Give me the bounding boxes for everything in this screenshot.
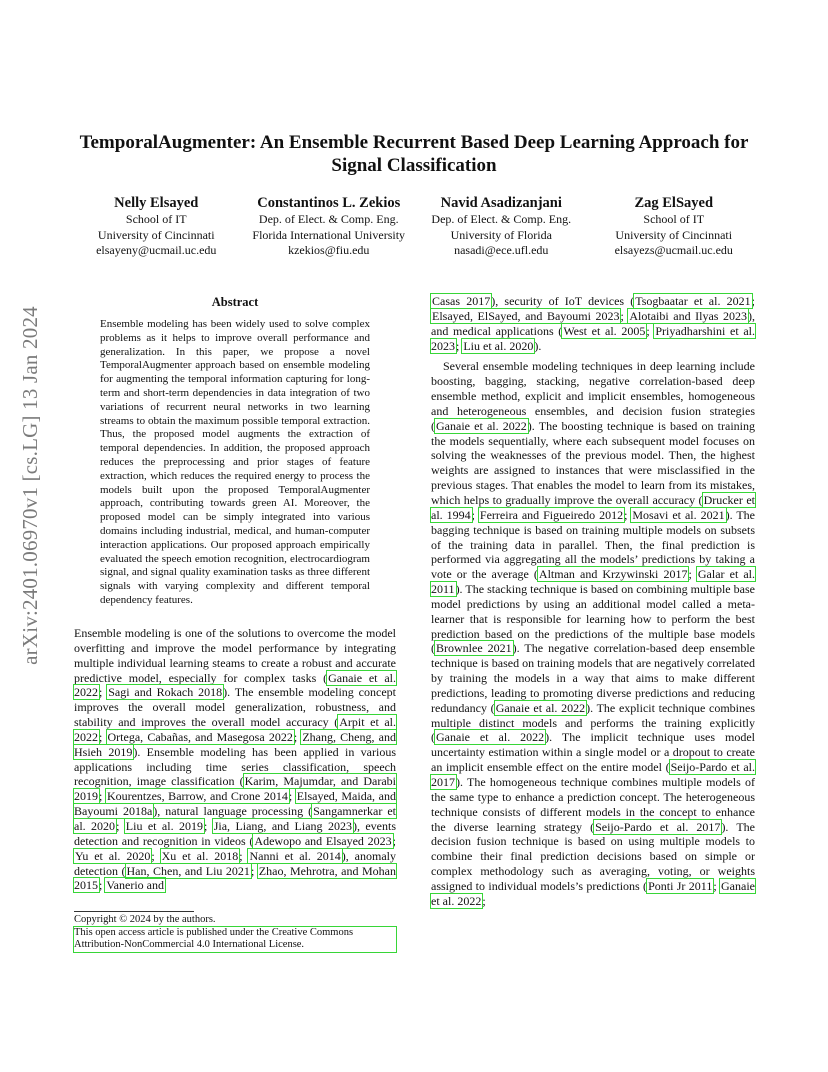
author-4: [588, 194, 761, 259]
body-text: ). The stacking technique is based on combining multiple base model predictions by using an additional model called a meta-learner that is responsible for learning how to perform the best prediction based on the predictions of the multiple base models (: [431, 582, 755, 656]
citation-link[interactable]: Zhao, Mehrotra, and Mohan 2015: [74, 863, 396, 893]
arxiv-stamp: arXiv:2401.06970v1 [cs.LG] 13 Jan 2024: [17, 305, 42, 665]
citation-link[interactable]: Jia, Liang, and Liang 2023: [213, 818, 352, 833]
citation-link[interactable]: Ganaie et al. 2022: [495, 700, 586, 715]
body-text: ), events detection and recognition in videos (: [74, 818, 397, 848]
body-text: ).: [534, 338, 542, 353]
citation-link[interactable]: Ganaie et al. 2022: [436, 418, 527, 433]
body-text: ;: [688, 567, 697, 582]
body-text: ;: [646, 323, 655, 338]
citation-link[interactable]: Casas 2017: [432, 294, 491, 308]
author-dept: Dep. of Elect. & Comp. Eng.: [258, 212, 399, 226]
body-text: ;: [203, 818, 213, 833]
license-link[interactable]: This open access article is published under the Creative Commons Attribution-NonCommercial 4.0 International License.: [74, 927, 396, 952]
body-text: ). Ensemble modeling has been applied in various applications including time series classification, speech recognition, image classification (: [74, 744, 396, 789]
body-text: ;: [456, 338, 463, 353]
citation-link[interactable]: Adewopo and Elsayed 2023: [254, 833, 392, 848]
citation-link[interactable]: Ganaie et al. 2022: [431, 878, 755, 908]
body-text: ;: [99, 789, 106, 804]
citation-link[interactable]: Han, Chen, and Liu 2021: [126, 863, 250, 878]
body-text: ;: [239, 848, 249, 863]
citation-link[interactable]: Ortega, Cabañas, and Masegosa 2022: [107, 729, 293, 744]
citation-link[interactable]: Ganaie et al. 2022: [436, 730, 545, 745]
author-3: [415, 194, 588, 259]
citation-link[interactable]: Ferreira and Figueiredo 2012: [479, 507, 624, 522]
citation-link[interactable]: Liu et al. 2020: [463, 338, 534, 353]
body-text: Several ensemble modeling techniques in deep learning include boosting, bagging, stacking, negative correlation-based deep ensemble method, explicit and implicit ensembles, homogeneous and heterogeneous ensembles, and decision fusion strategies (: [431, 359, 755, 433]
author-affiliation: Florida International University: [252, 227, 406, 242]
citation-link[interactable]: Xu et al. 2018: [161, 848, 239, 863]
author-dept: Dep. of Elect. & Comp. Eng.: [431, 212, 572, 226]
body-text: ). The homogeneous technique combines multiple models of the same type to enhance a prediction concept. The heterogeneous technique consists of different models in the concept to enhance the diverse learning strategy (: [431, 775, 755, 834]
body-text: ). The explicit technique combines multiple distinct models and performs the training explicitly (: [431, 700, 755, 745]
author-name: Nelly Elsayed: [114, 195, 199, 211]
citation-link[interactable]: Ganaie et al. 2022: [74, 670, 396, 700]
citation-link[interactable]: Karim, Majumdar, and Darabi 2019: [74, 774, 397, 804]
author-dept: School of IT: [125, 212, 187, 226]
citation-link[interactable]: Sagi and Rokach 2018: [108, 685, 223, 700]
body-text: ;: [751, 294, 755, 308]
body-text: ;: [116, 818, 125, 833]
body-text: ;: [471, 507, 479, 522]
author-block: [70, 194, 760, 259]
body-text: ;: [151, 848, 161, 863]
citation-link[interactable]: Arpit et al. 2022: [74, 715, 397, 744]
citation-link[interactable]: Kourentzes, Barrow, and Crone 2014: [106, 789, 288, 804]
intro-paragraph: [74, 626, 396, 893]
citation-link[interactable]: Ponti Jr 2011: [648, 878, 713, 893]
body-text: ;: [293, 729, 302, 744]
citation-link[interactable]: Liu et al. 2019: [125, 818, 203, 833]
body-text: ;: [99, 685, 108, 700]
citation-link[interactable]: Tsogbaatar et al. 2021: [635, 294, 751, 308]
body-text: ), security of IoT devices (: [491, 294, 635, 308]
citation-link[interactable]: Altman and Krzywinski 2017: [538, 567, 688, 582]
right-paragraph-2: [431, 359, 755, 908]
citation-link[interactable]: Alotaibi and Ilyas 2023: [629, 308, 747, 323]
body-text: Ensemble modeling is one of the solutions to overcome the model overfitting and improve the model performance by integrating multiple individual learning steams to create a robust and accurate predictive model, especially for complex tasks (: [74, 626, 396, 685]
right-paragraph-1: [431, 294, 755, 353]
citation-link[interactable]: Yu et al. 2020: [75, 848, 151, 863]
body-text: ). The ensemble modeling concept improves the overall model generalization, robustness, and stability and improves the overall model accuracy (: [74, 685, 396, 730]
citation-link[interactable]: Nanni et al. 2014: [249, 848, 341, 863]
citation-link[interactable]: Elsayed, Maida, and Bayoumi 2018a: [74, 789, 396, 819]
body-text: ). The implicit technique uses model uncertainty estimation within a single model or a dropout to create an implicit ensemble effect on the entire model (: [431, 730, 755, 775]
citation-link[interactable]: Brownlee 2021: [436, 641, 512, 656]
footnote-rule: [74, 911, 194, 912]
author-name: Constantinos L. Zekios: [257, 195, 401, 211]
body-text: ;: [99, 729, 107, 744]
author-email: nasadi@ece.ufl.edu: [454, 243, 549, 257]
citation-link[interactable]: Seijo-Pardo et al. 2017: [431, 760, 756, 789]
citation-link[interactable]: Priyadharshini et al. 2023: [431, 323, 756, 353]
body-text: ;: [99, 878, 106, 893]
abstract-text: Ensemble modeling has been widely used to solve complex problems as it helps to improve overall performance and generalization. In this paper, we propose a novel TemporalAugmenter approach based on ensemble modeling for augmenting the temporal information capturing for long-term and short-term dependencies in data integration of two variations of recurrent neural networks in two learning streams to obtain the maximum possible temporal extraction. Thus, the proposed model augments the extraction of temporal dependencies. In addition, the proposed approach reduces the preprocessing and prior stages of feature extraction, which reduces the required energy to process the models built upon the proposed TemporalAugmenter approach, contributing towards green AI. Moreover, the proposed model can be simply integrated into various domains including industrial, medical, and human-computer interaction applications. Our proposed approach empirically evaluated the speech emotion recognition, electrocardiogram signal, and signal quality examination tasks as three different signals with varying complexity and different temporal dependency features.: [100, 318, 370, 606]
author-1: [70, 194, 243, 259]
author-affiliation: University of Cincinnati: [97, 227, 215, 242]
body-text: ). The negative correlation-based deep ensemble technique is based on training models that are negatively correlated by training the models in a way that aims to make different predictions, leading to promoting diverse predictions and reducing redundancy (: [431, 641, 755, 715]
author-affiliation: University of Florida: [450, 227, 552, 242]
body-text: ;: [288, 789, 296, 804]
body-text: ;: [624, 507, 632, 522]
citation-link[interactable]: Sangamnerkar et al. 2020: [74, 804, 397, 833]
footnote: [74, 911, 396, 952]
body-text: ;: [620, 308, 629, 323]
citation-link[interactable]: Seijo-Pardo et al. 2017: [595, 819, 721, 834]
left-column: [74, 626, 396, 893]
citation-link[interactable]: Elsayed, ElSayed, and Bayoumi 2023: [432, 308, 620, 323]
author-email: kzekios@fiu.edu: [288, 243, 370, 257]
author-dept: School of IT: [643, 212, 705, 226]
body-text: ). The bagging technique is based on training multiple models on subsets of the training data in parallel. Then, the final prediction is performed via aggregating all the models’ predictions by taking a vote or the average (: [431, 507, 755, 582]
body-text: ), natural language processing (: [153, 804, 313, 819]
body-text: ). The decision fusion technique is based on using multiple models to combine their final prediction decisions based on simple or complex methodology such as averaging, voting, or weights assigned to individual models’s predictions (: [431, 819, 755, 893]
citation-link[interactable]: Vanerio and: [106, 878, 164, 893]
citation-link[interactable]: West et al. 2005: [563, 323, 646, 338]
author-2: [243, 194, 416, 259]
author-name: Zag ElSayed: [634, 195, 714, 211]
body-text: ;: [392, 833, 396, 848]
citation-link[interactable]: Galar et al. 2011: [431, 567, 756, 597]
body-text: ;: [250, 863, 258, 878]
body-text: ;: [482, 893, 486, 908]
body-text: ). The boosting technique is based on training the models sequentially, where each subsequent model focuses on solving the weaknesses of the previous model. Then, the highest weights are assigned to instances that were misclassified in the previous stages. That enables the model to learn from its mistakes, which helps to gradually improve the overall accuracy (: [431, 418, 755, 507]
citation-link[interactable]: Mosavi et al. 2021: [632, 507, 725, 522]
author-email: elsayeny@ucmail.uc.edu: [96, 243, 217, 257]
author-email: elsayezs@ucmail.uc.edu: [614, 243, 733, 257]
author-name: Navid Asadizanjani: [440, 195, 562, 211]
author-affiliation: University of Cincinnati: [615, 227, 733, 242]
citation-link[interactable]: Zhang, Cheng, and Hsieh 2019: [74, 729, 396, 759]
copyright-notice: Copyright © 2024 by the authors.: [74, 914, 216, 925]
body-text: ), and medical applications (: [431, 308, 755, 338]
body-text: ), anomaly detection (: [74, 848, 396, 878]
paper-title: TemporalAugmenter: An Ensemble Recurrent Based Deep Learning Approach for Signal Classification: [79, 132, 749, 176]
body-text: ;: [713, 878, 721, 893]
citation-link[interactable]: Drucker et al. 1994: [431, 492, 755, 522]
abstract-heading: Abstract: [211, 295, 259, 309]
right-column: [431, 294, 755, 909]
